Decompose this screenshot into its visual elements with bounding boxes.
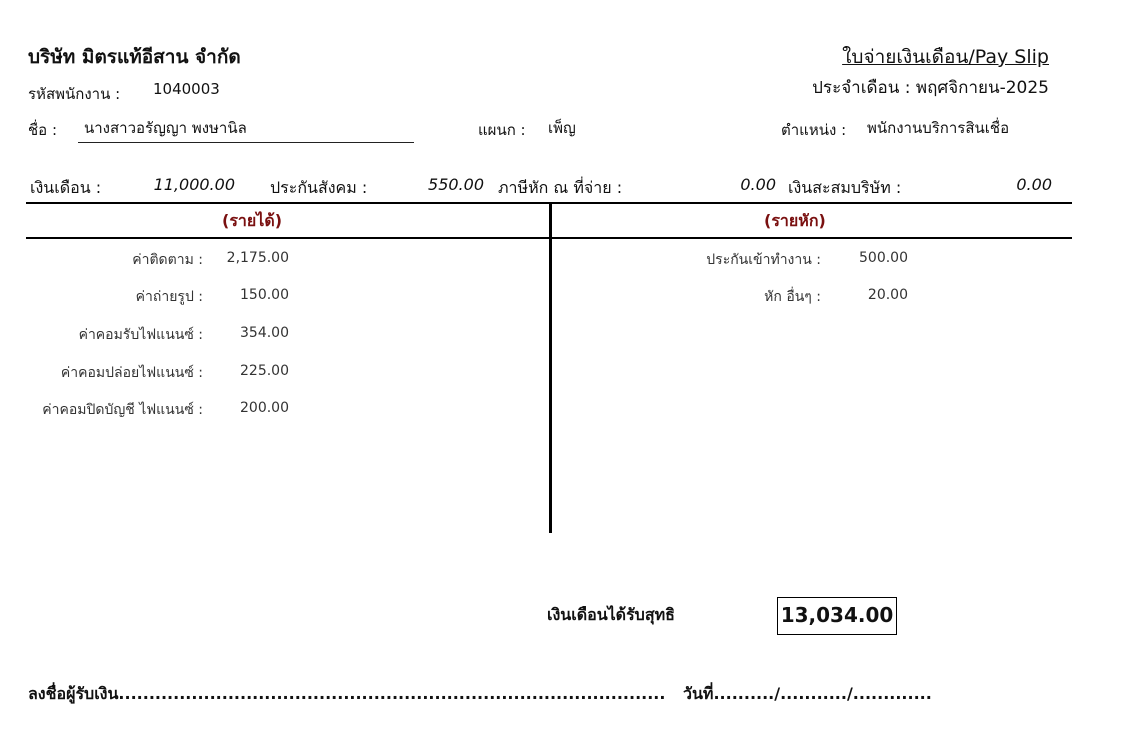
company-savings-value: 0.00 — [1016, 175, 1052, 194]
employee-id-value: 1040003 — [153, 80, 220, 98]
income-item-label: ค่าคอมรับไฟแนนซ์ : — [78, 327, 203, 343]
salary-value: 11,000.00 — [153, 175, 235, 194]
deduction-item-label: ประกันเข้าทำงาน : — [706, 252, 821, 268]
position-label: ตำแหน่ง : — [781, 121, 847, 139]
deduction-item-amount: 20.00 — [867, 287, 908, 303]
deductions-heading: (รายหัก) — [764, 211, 826, 230]
name-underline — [78, 142, 414, 143]
income-item-amount: 354.00 — [240, 325, 289, 341]
social-security-label: ประกันสังคม : — [270, 178, 368, 197]
income-item-label: ค่าคอมปิดบัญชี ไฟแนนซ์ : — [42, 402, 203, 418]
company-name: บริษัท มิตรแท้อีสาน จำกัด — [28, 46, 241, 68]
income-heading: (รายได้) — [222, 211, 283, 230]
employee-id-label: รหัสพนักงาน : — [28, 85, 121, 103]
employee-name-label: ชื่อ : — [28, 121, 58, 139]
company-savings-label: เงินสะสมบริษัท : — [788, 178, 902, 197]
position-value: พนักงานบริการสินเชื่อ — [867, 119, 1010, 137]
tax-value: 0.00 — [740, 175, 776, 194]
net-pay-label: เงินเดือนได้รับสุทธิ — [547, 605, 675, 624]
department-label: แผนก : — [478, 121, 526, 139]
income-item-label: ค่าติดตาม : — [132, 252, 203, 268]
salary-label: เงินเดือน : — [30, 178, 102, 197]
employee-name-value: นางสาวอรัญญา พงษานิล — [84, 119, 247, 137]
deduction-item-amount: 500.00 — [859, 250, 908, 266]
deduction-item-label: หัก อื่นๆ : — [764, 289, 821, 305]
net-pay-value: 13,034.00 — [777, 597, 897, 635]
department-value: เพ็ญ — [548, 119, 576, 137]
pay-period: ประจำเดือน : พฤศจิกายน-2025 — [812, 78, 1049, 98]
income-item-amount: 150.00 — [240, 287, 289, 303]
column-divider — [549, 203, 552, 533]
income-item-amount: 200.00 — [240, 400, 289, 416]
date-line: วันที่........../.........../............. — [683, 684, 932, 703]
tax-label: ภาษีหัก ณ ที่จ่าย : — [498, 178, 623, 197]
social-security-value: 550.00 — [428, 175, 484, 194]
income-item-amount: 2,175.00 — [226, 250, 289, 266]
income-item-label: ค่าถ่ายรูป : — [135, 289, 203, 305]
income-item-label: ค่าคอมปล่อยไฟแนนซ์ : — [60, 365, 203, 381]
recipient-signature-line: ลงชื่อผู้รับเงิน.......................................................................................... — [28, 684, 666, 703]
document-title: ใบจ่ายเงินเดือน/Pay Slip — [842, 46, 1049, 68]
income-item-amount: 225.00 — [240, 363, 289, 379]
